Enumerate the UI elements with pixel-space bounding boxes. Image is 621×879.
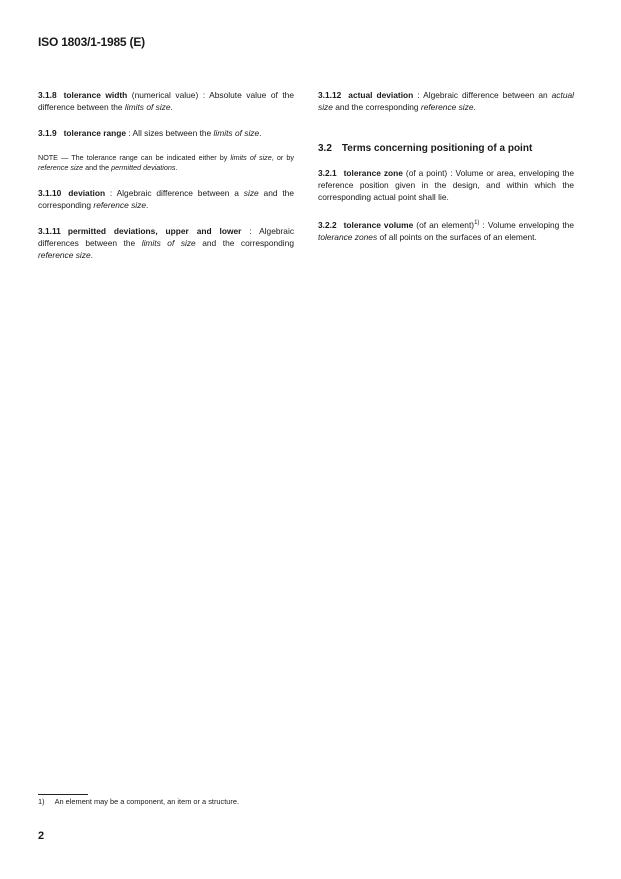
term: tolerance volume [343,219,414,230]
footnote-marker: 1) [38,797,45,806]
footnote-text: An element may be a component, an item or a structure. [54,797,240,806]
definition-3-1-12: 3.1.12 actual deviation : Algebraic difference between an actual size and the corresponding reference size. [318,90,574,112]
clause-number: 3.1.10 [38,188,62,198]
left-column [38,89,294,275]
footnote-reference: 1) [474,220,480,226]
clause-number: 3.1.9 [38,128,57,138]
right-column [318,89,574,257]
term: actual deviation [348,90,414,100]
note: NOTE — The tolerance range can be indicated either by limits of size, or by reference size and the permitted deviations. [38,153,294,172]
term: permitted deviations, upper and lower [67,226,242,236]
clause-number: 3.1.12 [318,90,342,100]
page-number: 2 [38,830,45,842]
definition-3-1-10: 3.1.10 deviation : Algebraic difference between a size and the corresponding reference size. [38,188,294,210]
definition-3-1-8: 3.1.8 tolerance width (numerical value) : Absolute value of the difference between the limits of size. [38,90,294,112]
term: tolerance range [63,128,127,138]
clause-number: 3.2.1 [318,168,337,178]
footnote-divider [38,794,88,795]
term: tolerance width [63,90,128,100]
clause-number: 3.1.8 [38,90,57,100]
term: tolerance zone [343,168,403,178]
clause-number: 3.2.2 [318,219,337,230]
definition-3-2-1: 3.2.1 tolerance zone (of a point) : Volume or area, enveloping the reference position given in the design, and within which the corresponding actual point shall lie. [318,168,574,202]
definition-3-2-2: 3.2.2 tolerance volume (of an element)$^{1)}$ : Volume enveloping the tolerance zones of all points on the surfaces of an element. [318,219,574,242]
section-heading: 3.2 Terms concerning positioning of a point [318,143,533,154]
clause-number: 3.1.11 [38,226,61,236]
document-header: ISO 1803/1-1985 (E) [38,35,145,49]
footnote [38,797,239,806]
definition-3-1-9: 3.1.9 tolerance range : All sizes between the limits of size. [38,128,262,138]
definition-3-1-11: 3.1.11 permitted deviations, upper and lower : Algebraic differences between the limits of size and the corresponding reference size. [38,226,295,260]
term: deviation [68,188,106,198]
